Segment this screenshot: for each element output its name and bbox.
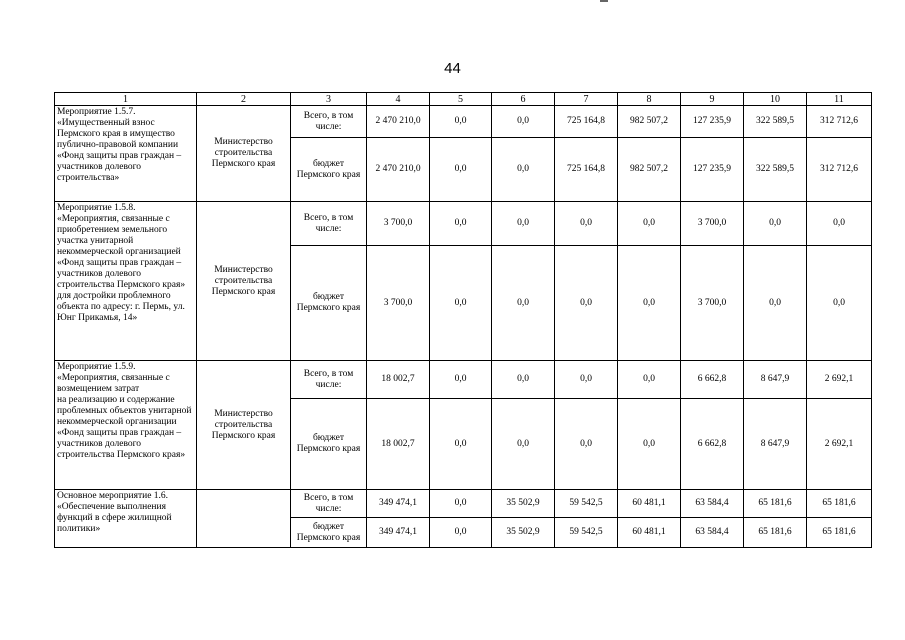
- measure-description: Мероприятие 1.5.9. «Мероприятия, связанные с возмещением затрат на реализацию и содержание проблемных объектов унитарной некоммерческой организации «Фонд защиты прав граждан – участников долевого строительства Пермского края»: [55, 361, 197, 490]
- amount-cell: 349 474,1: [367, 490, 430, 518]
- amount-cell: 6 662,8: [681, 361, 744, 399]
- column-header: 1: [55, 93, 197, 106]
- amount-cell: 18 002,7: [367, 361, 430, 399]
- column-header: 7: [555, 93, 618, 106]
- executor: [197, 490, 291, 548]
- amount-cell: 312 712,6: [807, 138, 872, 202]
- amount-cell: 2 470 210,0: [367, 138, 430, 202]
- amount-cell: 63 584,4: [681, 518, 744, 548]
- amount-cell: 0,0: [430, 399, 492, 490]
- amount-cell: 127 235,9: [681, 138, 744, 202]
- amount-cell: 322 589,5: [744, 138, 807, 202]
- amount-cell: 0,0: [492, 138, 555, 202]
- amount-cell: 0,0: [555, 202, 618, 246]
- amount-cell: 0,0: [618, 361, 681, 399]
- column-header: 2: [197, 93, 291, 106]
- amount-cell: 0,0: [492, 106, 555, 138]
- column-header: 6: [492, 93, 555, 106]
- amount-cell: 65 181,6: [807, 518, 872, 548]
- amount-cell: 8 647,9: [744, 399, 807, 490]
- column-number-row: [55, 93, 872, 106]
- funding-source: бюджет Пермского края: [291, 246, 367, 361]
- amount-cell: 0,0: [492, 202, 555, 246]
- amount-cell: 0,0: [492, 399, 555, 490]
- amount-cell: 725 164,8: [555, 138, 618, 202]
- amount-cell: 982 507,2: [618, 138, 681, 202]
- amount-cell: 0,0: [430, 138, 492, 202]
- amount-cell: 60 481,1: [618, 518, 681, 548]
- column-header: 8: [618, 93, 681, 106]
- amount-cell: 0,0: [555, 246, 618, 361]
- amount-cell: 59 542,5: [555, 490, 618, 518]
- amount-cell: 2 470 210,0: [367, 106, 430, 138]
- budget-table: [54, 92, 872, 548]
- amount-cell: 35 502,9: [492, 518, 555, 548]
- amount-cell: 8 647,9: [744, 361, 807, 399]
- amount-cell: 3 700,0: [681, 246, 744, 361]
- amount-cell: 127 235,9: [681, 106, 744, 138]
- column-header: 10: [744, 93, 807, 106]
- table-row-total: [55, 361, 872, 399]
- amount-cell: 65 181,6: [807, 490, 872, 518]
- amount-cell: 0,0: [555, 399, 618, 490]
- amount-cell: 63 584,4: [681, 490, 744, 518]
- amount-cell: 725 164,8: [555, 106, 618, 138]
- amount-cell: 0,0: [492, 361, 555, 399]
- amount-cell: 322 589,5: [744, 106, 807, 138]
- measure-description: Мероприятие 1.5.8. «Мероприятия, связанные с приобретением земельного участка унитарной некоммерческой организацией «Фонд защиты прав граждан – участников долевого строительства Пермского края» для достройки проблемного объекта по адресу: г. Пермь, ул. Юнг Прикамья, 14»: [55, 202, 197, 361]
- amount-cell: 0,0: [807, 202, 872, 246]
- amount-cell: 3 700,0: [367, 246, 430, 361]
- amount-cell: 0,0: [618, 246, 681, 361]
- executor: Министерство строительства Пермского края: [197, 106, 291, 202]
- funding-source: бюджет Пермского края: [291, 399, 367, 490]
- amount-cell: 65 181,6: [744, 490, 807, 518]
- scan-artifact: [600, 0, 608, 2]
- measure-description: Основное мероприятие 1.6. «Обеспечение выполнения функций в сфере жилищной политики»: [55, 490, 197, 548]
- amount-cell: 2 692,1: [807, 361, 872, 399]
- amount-cell: 6 662,8: [681, 399, 744, 490]
- table-body: [55, 106, 872, 548]
- table-row-total: [55, 490, 872, 518]
- amount-cell: 65 181,6: [744, 518, 807, 548]
- amount-cell: 0,0: [430, 202, 492, 246]
- column-header: 9: [681, 93, 744, 106]
- amount-cell: 0,0: [492, 246, 555, 361]
- executor: Министерство строительства Пермского края: [197, 361, 291, 490]
- amount-cell: 0,0: [430, 361, 492, 399]
- funding-source: Всего, в том числе:: [291, 202, 367, 246]
- amount-cell: 349 474,1: [367, 518, 430, 548]
- amount-cell: 3 700,0: [681, 202, 744, 246]
- amount-cell: 0,0: [430, 106, 492, 138]
- column-header: 5: [430, 93, 492, 106]
- amount-cell: 0,0: [807, 246, 872, 361]
- amount-cell: 59 542,5: [555, 518, 618, 548]
- column-header: 3: [291, 93, 367, 106]
- amount-cell: 0,0: [618, 399, 681, 490]
- amount-cell: 0,0: [618, 202, 681, 246]
- amount-cell: 2 692,1: [807, 399, 872, 490]
- funding-source: Всего, в том числе:: [291, 490, 367, 518]
- table-row-total: [55, 202, 872, 246]
- executor: Министерство строительства Пермского края: [197, 202, 291, 361]
- table-row-total: [55, 106, 872, 138]
- funding-source: бюджет Пермского края: [291, 518, 367, 548]
- amount-cell: 0,0: [744, 202, 807, 246]
- column-header: 11: [807, 93, 872, 106]
- amount-cell: 3 700,0: [367, 202, 430, 246]
- amount-cell: 18 002,7: [367, 399, 430, 490]
- funding-source: Всего, в том числе:: [291, 361, 367, 399]
- amount-cell: 312 712,6: [807, 106, 872, 138]
- measure-description: Мероприятие 1.5.7. «Имущественный взнос Пермского края в имущество публично-правовой компании «Фонд защиты прав граждан – участников долевого строительства»: [55, 106, 197, 202]
- amount-cell: 0,0: [430, 518, 492, 548]
- column-header: 4: [367, 93, 430, 106]
- amount-cell: 0,0: [555, 361, 618, 399]
- amount-cell: 0,0: [744, 246, 807, 361]
- amount-cell: 0,0: [430, 246, 492, 361]
- funding-source: Всего, в том числе:: [291, 106, 367, 138]
- page-number: 44: [444, 60, 461, 77]
- amount-cell: 35 502,9: [492, 490, 555, 518]
- funding-source: бюджет Пермского края: [291, 138, 367, 202]
- amount-cell: 0,0: [430, 490, 492, 518]
- amount-cell: 982 507,2: [618, 106, 681, 138]
- amount-cell: 60 481,1: [618, 490, 681, 518]
